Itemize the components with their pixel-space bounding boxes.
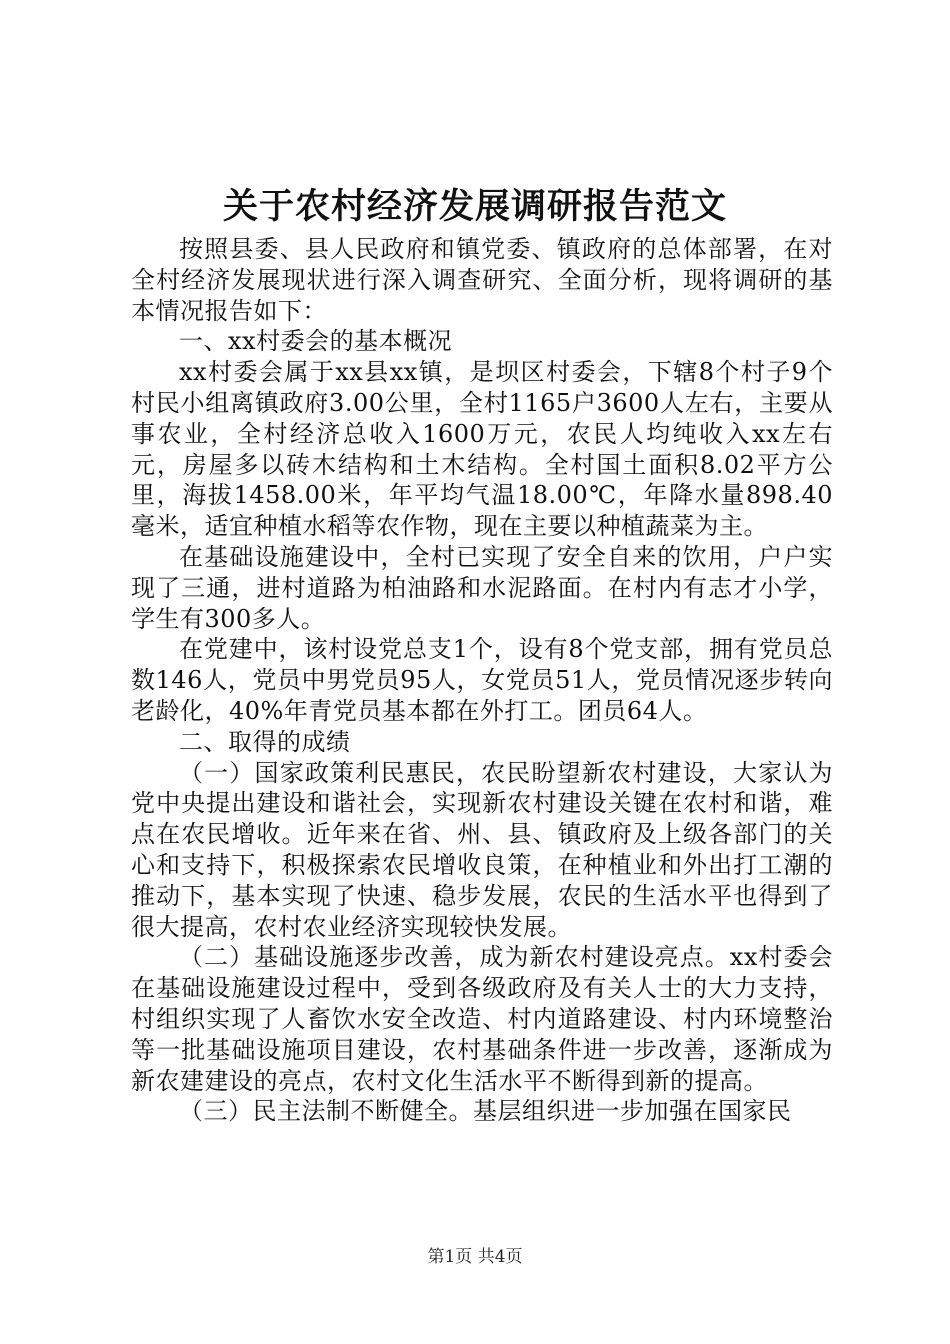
document-body — [131, 234, 833, 1127]
intro-paragraph: 按照县委、县人民政府和镇党委、镇政府的总体部署，在对全村经济发展现状进行深入调查研究、全面分析，现将调研的基本情况报告如下： — [131, 235, 833, 325]
page-number: 第1页 共4页 — [427, 1247, 523, 1267]
section-heading-1: 一、xx村委会的基本概况 — [179, 327, 453, 356]
overview-paragraph: xx村委会属于xx县xx镇，是坝区村委会，下辖8个村子9个村民小组离镇政府3.00公里，全村1165户3600人左右，主要从事农业，全村经济总收入1600万元，农民人均纯收入xx左右元，房屋多以砖木结构和土木结构。全村国土面积8.02平方公里，海拔1458.00米，年平均气温18.00℃，年降水量898.40毫米，适宜种植水稻等农作物，现在主要以种植蔬菜为主。 — [131, 358, 833, 541]
section-heading-2: 二、取得的成绩 — [179, 727, 351, 756]
achievement-paragraph-3: （三）民主法制不断健全。基层组织进一步加强在国家民 — [179, 1097, 792, 1126]
party-building-paragraph: 在党建中，该村设党总支1个，设有8个党支部，拥有党员总数146人，党员中男党员95人，女党员51人，党员情况逐步转向老龄化，40%年青党员基本都在外打工。团员64人。 — [131, 635, 833, 725]
achievement-paragraph-2: （二）基础设施逐步改善，成为新农村建设亮点。xx村委会在基础设施建设过程中，受到各级政府及有关人士的大力支持，村组织实现了人畜饮水安全改造、村内道路建设、村内环境整治等一批基础设施项目建设，农村基础条件进一步改善，逐渐成为新农建建设的亮点，农村文化生活水平不断得到新的提高。 — [131, 943, 833, 1095]
infrastructure-paragraph: 在基础设施建设中，全村已实现了安全自来的饮用，户户实现了三通，进村道路为柏油路和水泥路面。在村内有志才小学，学生有300多人。 — [131, 542, 833, 633]
achievement-paragraph-1: （一）国家政策利民惠民，农民盼望新农村建设，大家认为党中央提出建设和谐社会，实现新农村建设关键在农村和谐，难点在农民增收。近年来在省、州、县、镇政府及上级各部门的关心和支持下，积极探索农民增收良策，在种植业和外出打工潮的推动下，基本实现了快速、稳步发展，农民的生活水平也得到了很大提高，农村农业经济实现较快发展。 — [131, 758, 833, 941]
document-title: 关于农村经济发展调研报告范文 — [222, 186, 727, 227]
